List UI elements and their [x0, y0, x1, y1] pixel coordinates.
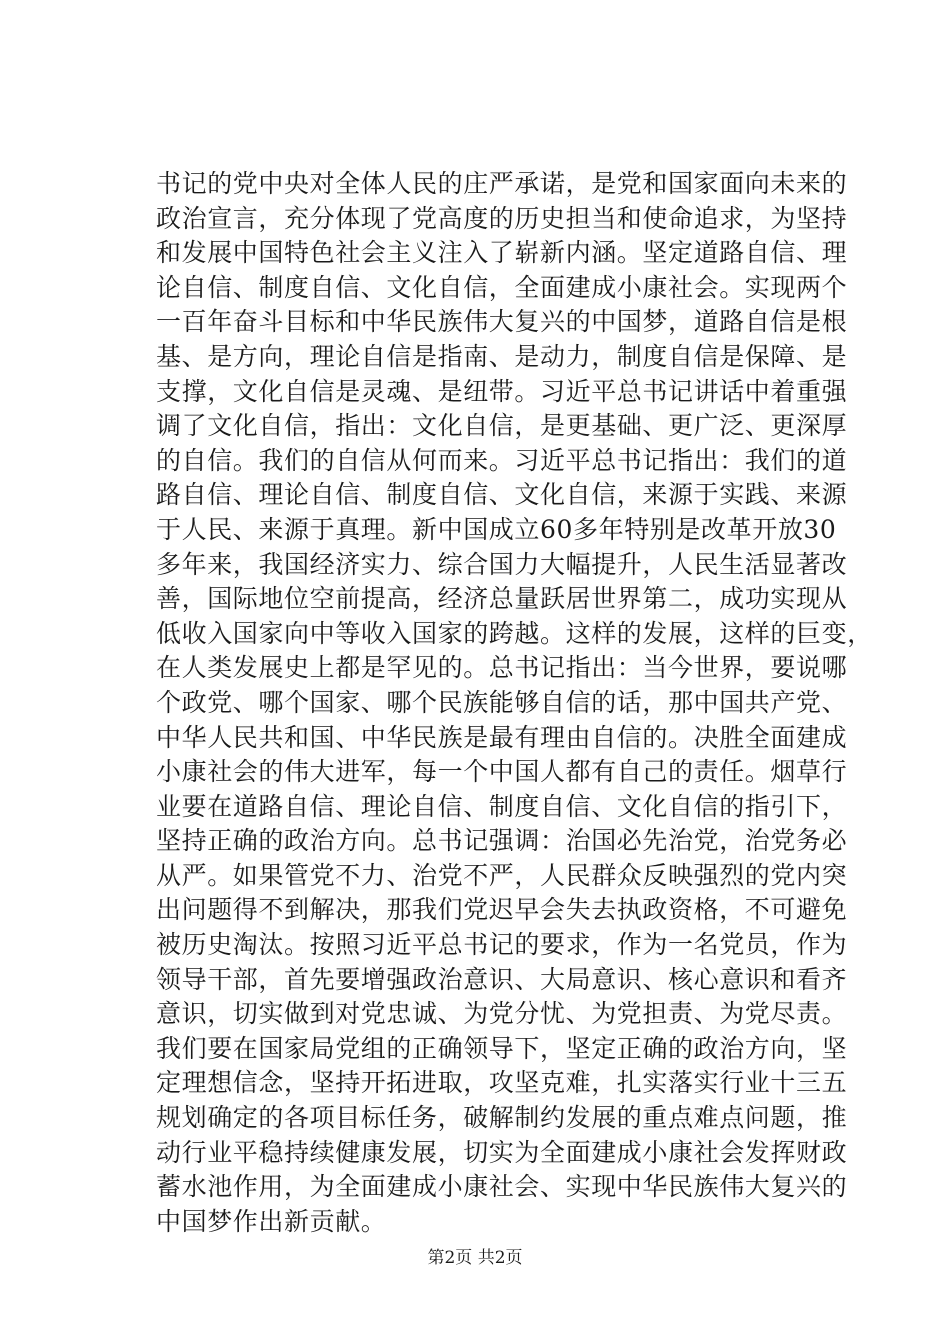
body-text-line: 领导干部，首先要增强政治意识、大局意识、核心意识和看齐	[156, 964, 848, 994]
body-text-line: 的自信。我们的自信从何而来。习近平总书记指出：我们的道	[156, 445, 848, 475]
body-text-line: 蓄水池作用，为全面建成小康社会、实现中华民族伟大复兴的	[156, 1172, 848, 1202]
body-text-line: 低收入国家向中等收入国家的跨越。这样的发展，这样的巨变，	[156, 618, 873, 648]
body-text-line: 业要在道路自信、理论自信、制度自信、文化自信的指引下，	[156, 791, 848, 821]
body-text-line: 意识，切实做到对党忠诚、为党分忧、为党担责、为党尽责。	[156, 999, 848, 1029]
body-text-line: 中华人民共和国、中华民族是最有理由自信的。决胜全面建成	[156, 722, 848, 752]
body-text-line: 论自信、制度自信、文化自信，全面建成小康社会。实现两个	[156, 272, 848, 302]
body-text-line: 一百年奋斗目标和中华民族伟大复兴的中国梦，道路自信是根	[156, 307, 848, 337]
body-text-line: 和发展中国特色社会主义注入了崭新内涵。坚定道路自信、理	[156, 238, 848, 268]
body-text-line: 规划确定的各项目标任务，破解制约发展的重点难点问题，推	[156, 1103, 848, 1133]
body-text	[156, 167, 873, 1239]
body-text-line: 基、是方向，理论自信是指南、是动力，制度自信是保障、是	[156, 341, 848, 371]
body-text-line: 动行业平稳持续健康发展，切实为全面建成小康社会发挥财政	[156, 1137, 848, 1167]
body-text-line: 路自信、理论自信、制度自信、文化自信，来源于实践、来源	[156, 480, 848, 510]
page-footer: 第2页 共2页	[427, 1248, 523, 1268]
body-text-line: 多年来，我国经济实力、综合国力大幅提升，人民生活显著改	[156, 549, 848, 579]
body-text-line: 在人类发展史上都是罕见的。总书记指出：当今世界，要说哪	[156, 653, 848, 683]
body-text-line: 调了文化自信，指出：文化自信，是更基础、更广泛、更深厚	[156, 411, 848, 441]
body-text-line: 政治宣言，充分体现了党高度的历史担当和使命追求，为坚持	[156, 203, 848, 233]
body-text-line: 小康社会的伟大进军，每一个中国人都有自己的责任。烟草行	[156, 757, 848, 787]
body-text-line: 于人民、来源于真理。新中国成立60多年特别是改革开放30	[156, 514, 837, 544]
body-text-line: 我们要在国家局党组的正确领导下，坚定正确的政治方向，坚	[156, 1033, 848, 1063]
body-text-line: 书记的党中央对全体人民的庄严承诺，是党和国家面向未来的	[156, 169, 848, 198]
body-text-line: 出问题得不到解决，那我们党迟早会失去执政资格，不可避免	[156, 895, 848, 925]
body-text-line: 支撑，文化自信是灵魂、是纽带。习近平总书记讲话中着重强	[156, 376, 848, 406]
body-text-line: 中国梦作出新贡献。	[156, 1206, 387, 1236]
body-text-line: 定理想信念，坚持开拓进取，攻坚克难，扎实落实行业十三五	[156, 1068, 848, 1098]
body-text-line: 从严。如果管党不力、治党不严，人民群众反映强烈的党内突	[156, 860, 848, 890]
body-text-line: 善，国际地位空前提高，经济总量跃居世界第二，成功实现从	[156, 584, 848, 614]
body-text-line: 个政党、哪个国家、哪个民族能够自信的话，那中国共产党、	[156, 687, 848, 717]
body-text-line: 坚持正确的政治方向。总书记强调：治国必先治党，治党务必	[156, 826, 848, 856]
body-text-line: 被历史淘汰。按照习近平总书记的要求，作为一名党员，作为	[156, 930, 848, 960]
